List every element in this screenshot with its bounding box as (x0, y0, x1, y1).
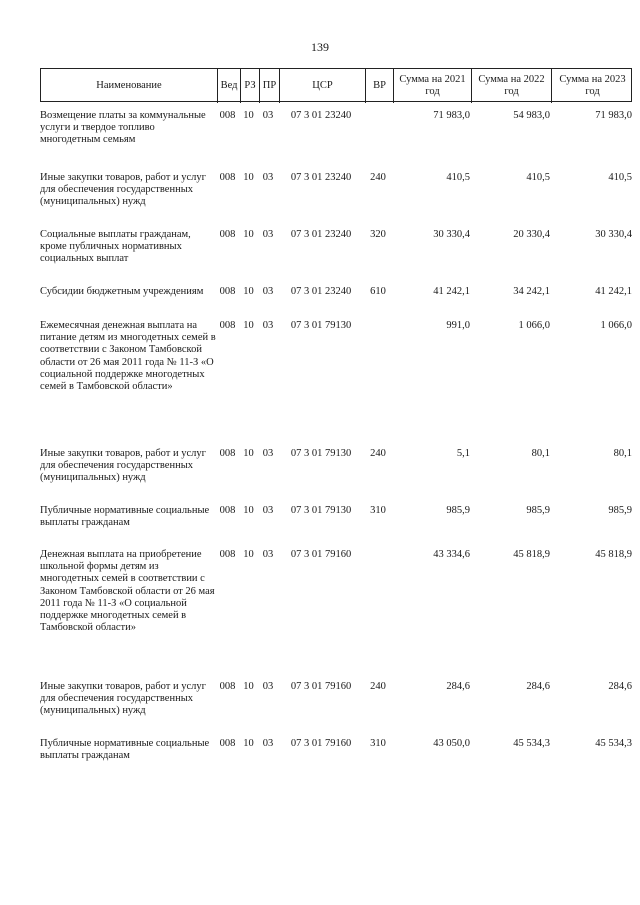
row-ved: 008 (219, 505, 236, 516)
row-csr: 07 3 01 23240 (290, 229, 352, 240)
row-vr: 240 (370, 448, 386, 459)
row-csr: 07 3 01 79160 (290, 681, 352, 692)
header-divider (40, 101, 632, 102)
row-pr: 03 (262, 110, 274, 121)
row-ved: 008 (219, 549, 236, 560)
row-ved: 008 (219, 110, 236, 121)
row-pr: 03 (262, 229, 274, 240)
row-pr: 03 (262, 505, 274, 516)
row-pr: 03 (262, 320, 274, 331)
table-header (40, 68, 632, 102)
column-header-sum-2021: Сумма на 2021 год (393, 69, 471, 103)
row-vr: 240 (370, 681, 386, 692)
row-sum-2023: 30 330,4 (595, 229, 632, 240)
row-pr: 03 (262, 738, 274, 749)
row-vr: 310 (370, 738, 386, 749)
row-ved: 008 (219, 229, 236, 240)
row-sum-2022: 20 330,4 (513, 229, 550, 240)
row-vr: 320 (370, 229, 386, 240)
row-sum-2022: 54 983,0 (513, 110, 550, 121)
row-vr: 310 (370, 505, 386, 516)
row-sum-2023: 45 818,9 (595, 549, 632, 560)
row-rz: 10 (243, 549, 254, 560)
row-vr: 240 (370, 172, 386, 183)
row-sum-2021: 30 330,4 (433, 229, 470, 240)
page-number: 139 (311, 40, 329, 54)
row-rz: 10 (243, 448, 254, 459)
column-header-csr: ЦСР (279, 69, 365, 103)
row-rz: 10 (243, 320, 254, 331)
row-sum-2023: 410,5 (608, 172, 632, 183)
row-sum-2023: 41 242,1 (595, 286, 632, 297)
row-sum-2021: 985,9 (446, 505, 470, 516)
row-pr: 03 (262, 172, 274, 183)
row-sum-2021: 5,1 (456, 448, 470, 459)
row-sum-2023: 284,6 (608, 681, 632, 692)
row-ved: 008 (219, 320, 236, 331)
row-csr: 07 3 01 23240 (290, 286, 352, 297)
row-pr: 03 (262, 286, 274, 297)
row-sum-2021: 41 242,1 (433, 286, 470, 297)
column-header-name: Наименование (96, 80, 162, 91)
row-name: Публичные нормативные социальные выплаты гражданам (40, 738, 210, 762)
row-name: Социальные выплаты гражданам, кроме публичных нормативных социальных выплат (40, 229, 191, 265)
row-csr: 07 3 01 23240 (290, 110, 352, 121)
row-rz: 10 (243, 110, 254, 121)
row-csr: 07 3 01 23240 (290, 172, 352, 183)
column-header-sum-2023: Сумма на 2023 год (551, 69, 633, 103)
row-name: Иные закупки товаров, работ и услуг для обеспечения государственных (муниципальных) нужд (40, 448, 206, 484)
row-csr: 07 3 01 79130 (290, 448, 352, 459)
row-name: Субсидии бюджетным учреждениям (40, 286, 204, 297)
row-sum-2023: 1 066,0 (600, 320, 632, 331)
row-rz: 10 (243, 229, 254, 240)
row-sum-2021: 410,5 (446, 172, 470, 183)
row-csr: 07 3 01 79160 (290, 549, 352, 560)
row-sum-2023: 985,9 (608, 505, 632, 516)
row-sum-2022: 80,1 (531, 448, 550, 459)
column-header-sum-2022: Сумма на 2022 год (471, 69, 551, 103)
row-ved: 008 (219, 738, 236, 749)
row-sum-2021: 284,6 (446, 681, 470, 692)
row-name: Публичные нормативные социальные выплаты гражданам (40, 505, 210, 529)
row-rz: 10 (243, 505, 254, 516)
row-pr: 03 (262, 681, 274, 692)
row-sum-2021: 43 050,0 (433, 738, 470, 749)
row-name: Иные закупки товаров, работ и услуг для обеспечения государственных (муниципальных) нужд (40, 681, 206, 717)
row-ved: 008 (219, 286, 236, 297)
row-sum-2023: 80,1 (613, 448, 632, 459)
row-sum-2023: 71 983,0 (595, 110, 632, 121)
row-sum-2021: 71 983,0 (433, 110, 470, 121)
row-sum-2022: 34 242,1 (513, 286, 550, 297)
row-rz: 10 (243, 681, 254, 692)
row-rz: 10 (243, 286, 254, 297)
row-csr: 07 3 01 79130 (290, 320, 352, 331)
row-name: Возмещение платы за коммунальные услуги и твердое топливо многодетным семьям (40, 110, 206, 146)
row-pr: 03 (262, 448, 274, 459)
row-ved: 008 (219, 681, 236, 692)
row-csr: 07 3 01 79160 (290, 738, 352, 749)
row-name: Иные закупки товаров, работ и услуг для обеспечения государственных (муниципальных) нужд (40, 172, 206, 208)
column-header-pr: ПР (259, 69, 279, 103)
row-sum-2022: 410,5 (526, 172, 550, 183)
row-sum-2022: 284,6 (526, 681, 550, 692)
row-sum-2022: 45 818,9 (513, 549, 550, 560)
row-sum-2022: 1 066,0 (518, 320, 550, 331)
row-rz: 10 (243, 172, 254, 183)
row-csr: 07 3 01 79130 (290, 505, 352, 516)
row-vr: 610 (370, 286, 386, 297)
row-name: Денежная выплата на приобретение школьной формы детям из многодетных семей в соответствии с Законом Тамбовской области от 26 мая 2011 года № 11-З «О социальной поддержке многодетных семей в Тамбовской области» (40, 549, 215, 634)
row-ved: 008 (219, 448, 236, 459)
row-sum-2022: 45 534,3 (513, 738, 550, 749)
row-sum-2021: 991,0 (446, 320, 470, 331)
column-header-rz: РЗ (240, 69, 259, 103)
row-sum-2023: 45 534,3 (595, 738, 632, 749)
row-pr: 03 (262, 549, 274, 560)
row-name: Ежемесячная денежная выплата на питание детям из многодетных семей в соответствии с Законом Тамбовской области от 26 мая 2011 года № 11-З «О социальной поддержке многодетных семей в Тамбовской области» (40, 320, 216, 393)
column-header-vr: ВР (365, 69, 393, 103)
row-sum-2021: 43 334,6 (433, 549, 470, 560)
row-sum-2022: 985,9 (526, 505, 550, 516)
row-rz: 10 (243, 738, 254, 749)
column-header-ved: Вед (217, 69, 240, 103)
row-ved: 008 (219, 172, 236, 183)
